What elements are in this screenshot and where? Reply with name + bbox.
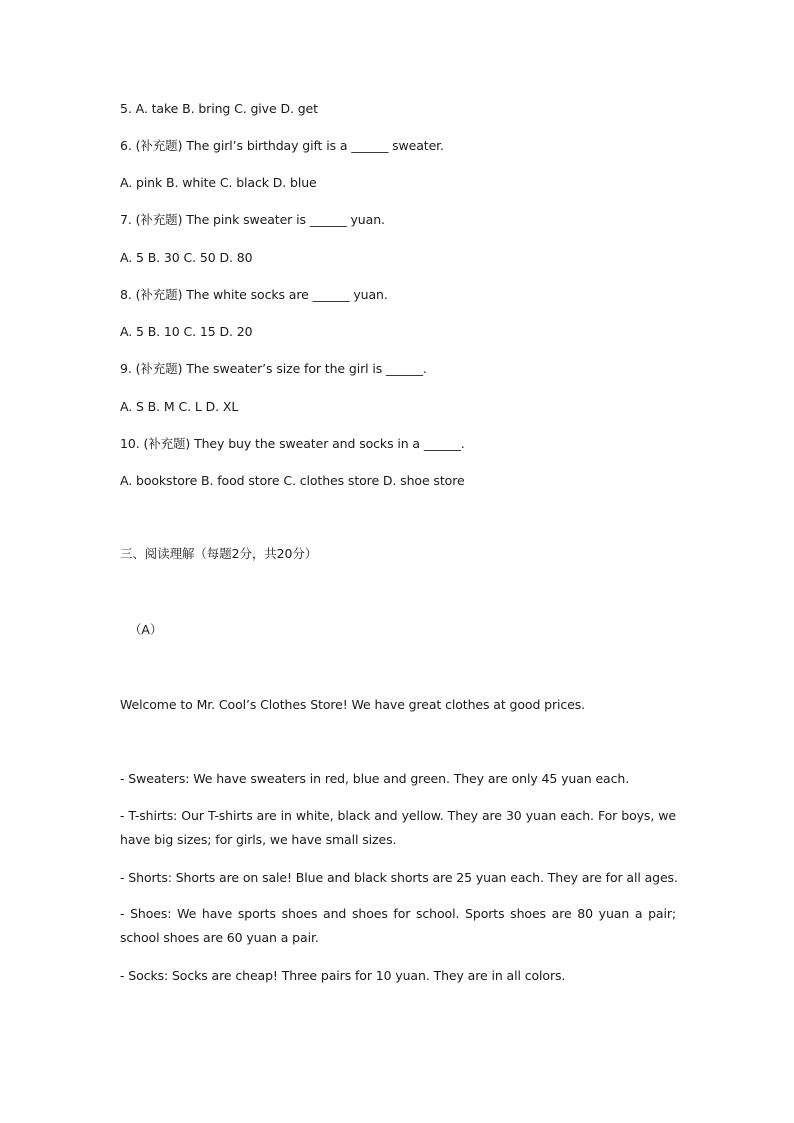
question-9-stem: 9. (补充题) The sweater’s size for the girl is ______. (120, 361, 427, 376)
question-5-options: 5. A. take B. bring C. give D. get (120, 101, 318, 116)
question-6-stem: 6. (补充题) The girl’s birthday gift is a ______ sweater. (120, 138, 444, 153)
question-10-options: A. bookstore B. food store C. clothes store D. shoe store (120, 473, 465, 488)
question-10-stem: 10. (补充题) They buy the sweater and socks in a ______. (120, 436, 465, 451)
passage-intro: Welcome to Mr. Cool’s Clothes Store! We have great clothes at good prices. (120, 697, 586, 712)
question-8-options: A. 5 B. 10 C. 15 D. 20 (120, 324, 253, 339)
question-7-options: A. 5 B. 30 C. 50 D. 80 (120, 250, 253, 265)
passage-item-sweaters: - Sweaters: We have sweaters in red, blue and green. They are only 45 yuan each. (120, 771, 630, 786)
passage-item-shorts: - Shorts: Shorts are on sale! Blue and black shorts are 25 yuan each. They are for all ages. (120, 870, 678, 885)
passage-item-shoes: - Shoes: We have sports shoes and shoes for school. Sports shoes are 80 yuan a pair; school shoes are 60 yuan a pair. (120, 906, 676, 945)
section-heading: 三、阅读理解（每题2分，共20分） (120, 546, 318, 561)
question-6-options: A. pink B. white C. black D. blue (120, 175, 317, 190)
question-8-stem: 8. (补充题) The white socks are ______ yuan. (120, 287, 388, 302)
passage-item-socks: - Socks: Socks are cheap! Three pairs for 10 yuan. They are in all colors. (120, 968, 566, 983)
passage-item-tshirts: - T-shirts: Our T-shirts are in white, black and yellow. They are 30 yuan each. For boys, we have big sizes; for girls, we have small sizes. (120, 808, 676, 847)
question-9-options: A. S B. M C. L D. XL (120, 399, 239, 414)
passage-label: （A） (129, 622, 163, 637)
question-7-stem: 7. (补充题) The pink sweater is ______ yuan. (120, 212, 385, 227)
